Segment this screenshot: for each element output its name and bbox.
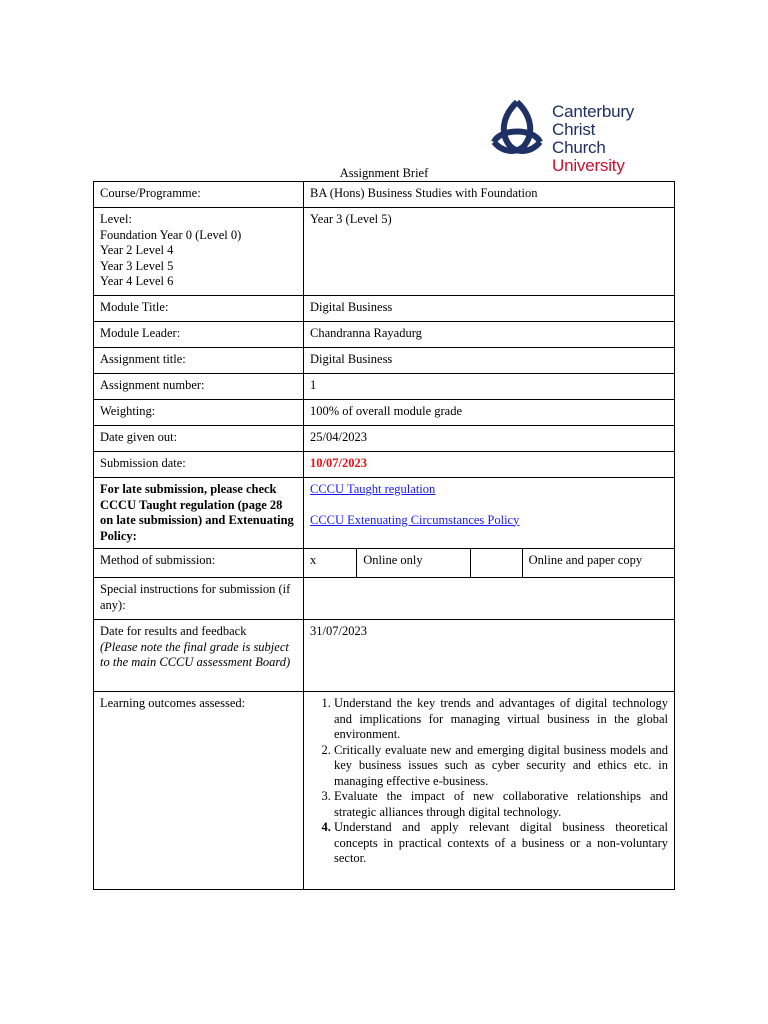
method-options (304, 549, 675, 578)
results-note: (Please note the final grade is subject to the main CCCU assessment Board) (100, 639, 291, 669)
module-title-label: Module Title: (94, 296, 304, 322)
table-row (94, 348, 675, 374)
level-value: Year 3 (Level 5) (304, 208, 675, 296)
list-item: 4. Understand and apply relevant digital business theoretical concepts in practical contexts of a business or a non-voluntary sector. (334, 820, 668, 867)
results-label (94, 620, 304, 692)
table-row (94, 549, 675, 578)
assignment-number-value: 1 (304, 374, 675, 400)
table-row (94, 620, 675, 692)
table-row (94, 692, 675, 890)
module-leader-value: Chandranna Rayadurg (304, 322, 675, 348)
level-label-line: Year 4 Level 6 (100, 274, 174, 288)
online-only-mark: x (304, 549, 357, 577)
university-logo (476, 86, 646, 175)
method-label: Method of submission: (94, 549, 304, 578)
submission-date-value: 10/07/2023 (304, 452, 675, 478)
outcomes-value (304, 692, 675, 890)
module-leader-label: Module Leader: (94, 322, 304, 348)
table-row (94, 182, 675, 208)
list-item: 3. Evaluate the impact of new collaborative relationships and strategic alliances through digital technology. (334, 789, 668, 820)
online-only-option: Online only (357, 549, 471, 577)
page-title: Assignment Brief (339, 166, 429, 180)
level-label-line: Year 3 Level 5 (100, 258, 174, 273)
level-label-line: Foundation Year 0 (Level 0) (100, 227, 242, 242)
list-item: 2. Critically evaluate new and emerging digital business models and key business issues such as cyber security and ethics etc. in managing effective e-business. (334, 743, 668, 790)
logo-line-1: Canterbury (552, 102, 635, 121)
table-row (94, 578, 675, 620)
online-paper-mark (471, 549, 522, 577)
special-instructions-value (304, 578, 675, 620)
assignment-title-label: Assignment title: (94, 348, 304, 374)
level-label (94, 208, 304, 296)
table-row (94, 400, 675, 426)
table-row (94, 208, 675, 296)
level-label-line: Year 2 Level 4 (100, 243, 174, 257)
cccu-extenuating-policy-link[interactable]: CCCU Extenuating Circumstances Policy (310, 512, 520, 527)
table-row (94, 478, 675, 549)
weighting-label: Weighting: (94, 400, 304, 426)
table-row (94, 452, 675, 478)
results-value: 31/07/2023 (304, 620, 675, 692)
level-label-line: Level: (100, 212, 132, 226)
late-submission-links (304, 478, 675, 549)
assignment-title-value: Digital Business (304, 348, 675, 374)
weighting-value: 100% of overall module grade (304, 400, 675, 426)
outcomes-label: Learning outcomes assessed: (94, 692, 304, 890)
logo-line-3: University (552, 156, 625, 175)
trinity-knot-icon (484, 94, 550, 160)
table-row (94, 296, 675, 322)
cccu-taught-regulation-link[interactable]: CCCU Taught regulation (310, 482, 436, 496)
outcomes-list (310, 696, 668, 867)
results-label-text: Date for results and feedback (100, 624, 247, 638)
course-value: BA (Hons) Business Studies with Foundation (304, 182, 675, 208)
special-instructions-label: Special instructions for submission (if any): (94, 578, 304, 620)
table-row (94, 374, 675, 400)
table-row (94, 426, 675, 452)
date-given-value: 25/04/2023 (304, 426, 675, 452)
assignment-number-label: Assignment number: (94, 374, 304, 400)
submission-date-label: Submission date: (94, 452, 304, 478)
table-row (94, 322, 675, 348)
module-title-value: Digital Business (304, 296, 675, 322)
assignment-brief-table (93, 181, 675, 890)
list-item: 1. Understand the key trends and advantages of digital technology and implications for managing virtual business in the global environment. (334, 696, 668, 743)
logo-line-2: Christ Church (552, 120, 606, 157)
online-paper-option: Online and paper copy (528, 553, 643, 567)
course-label: Course/Programme: (94, 182, 304, 208)
late-submission-label: For late submission, please check CCCU Taught regulation (page 28 on late submission) and Extenuating Policy: (94, 478, 304, 549)
date-given-label: Date given out: (94, 426, 304, 452)
